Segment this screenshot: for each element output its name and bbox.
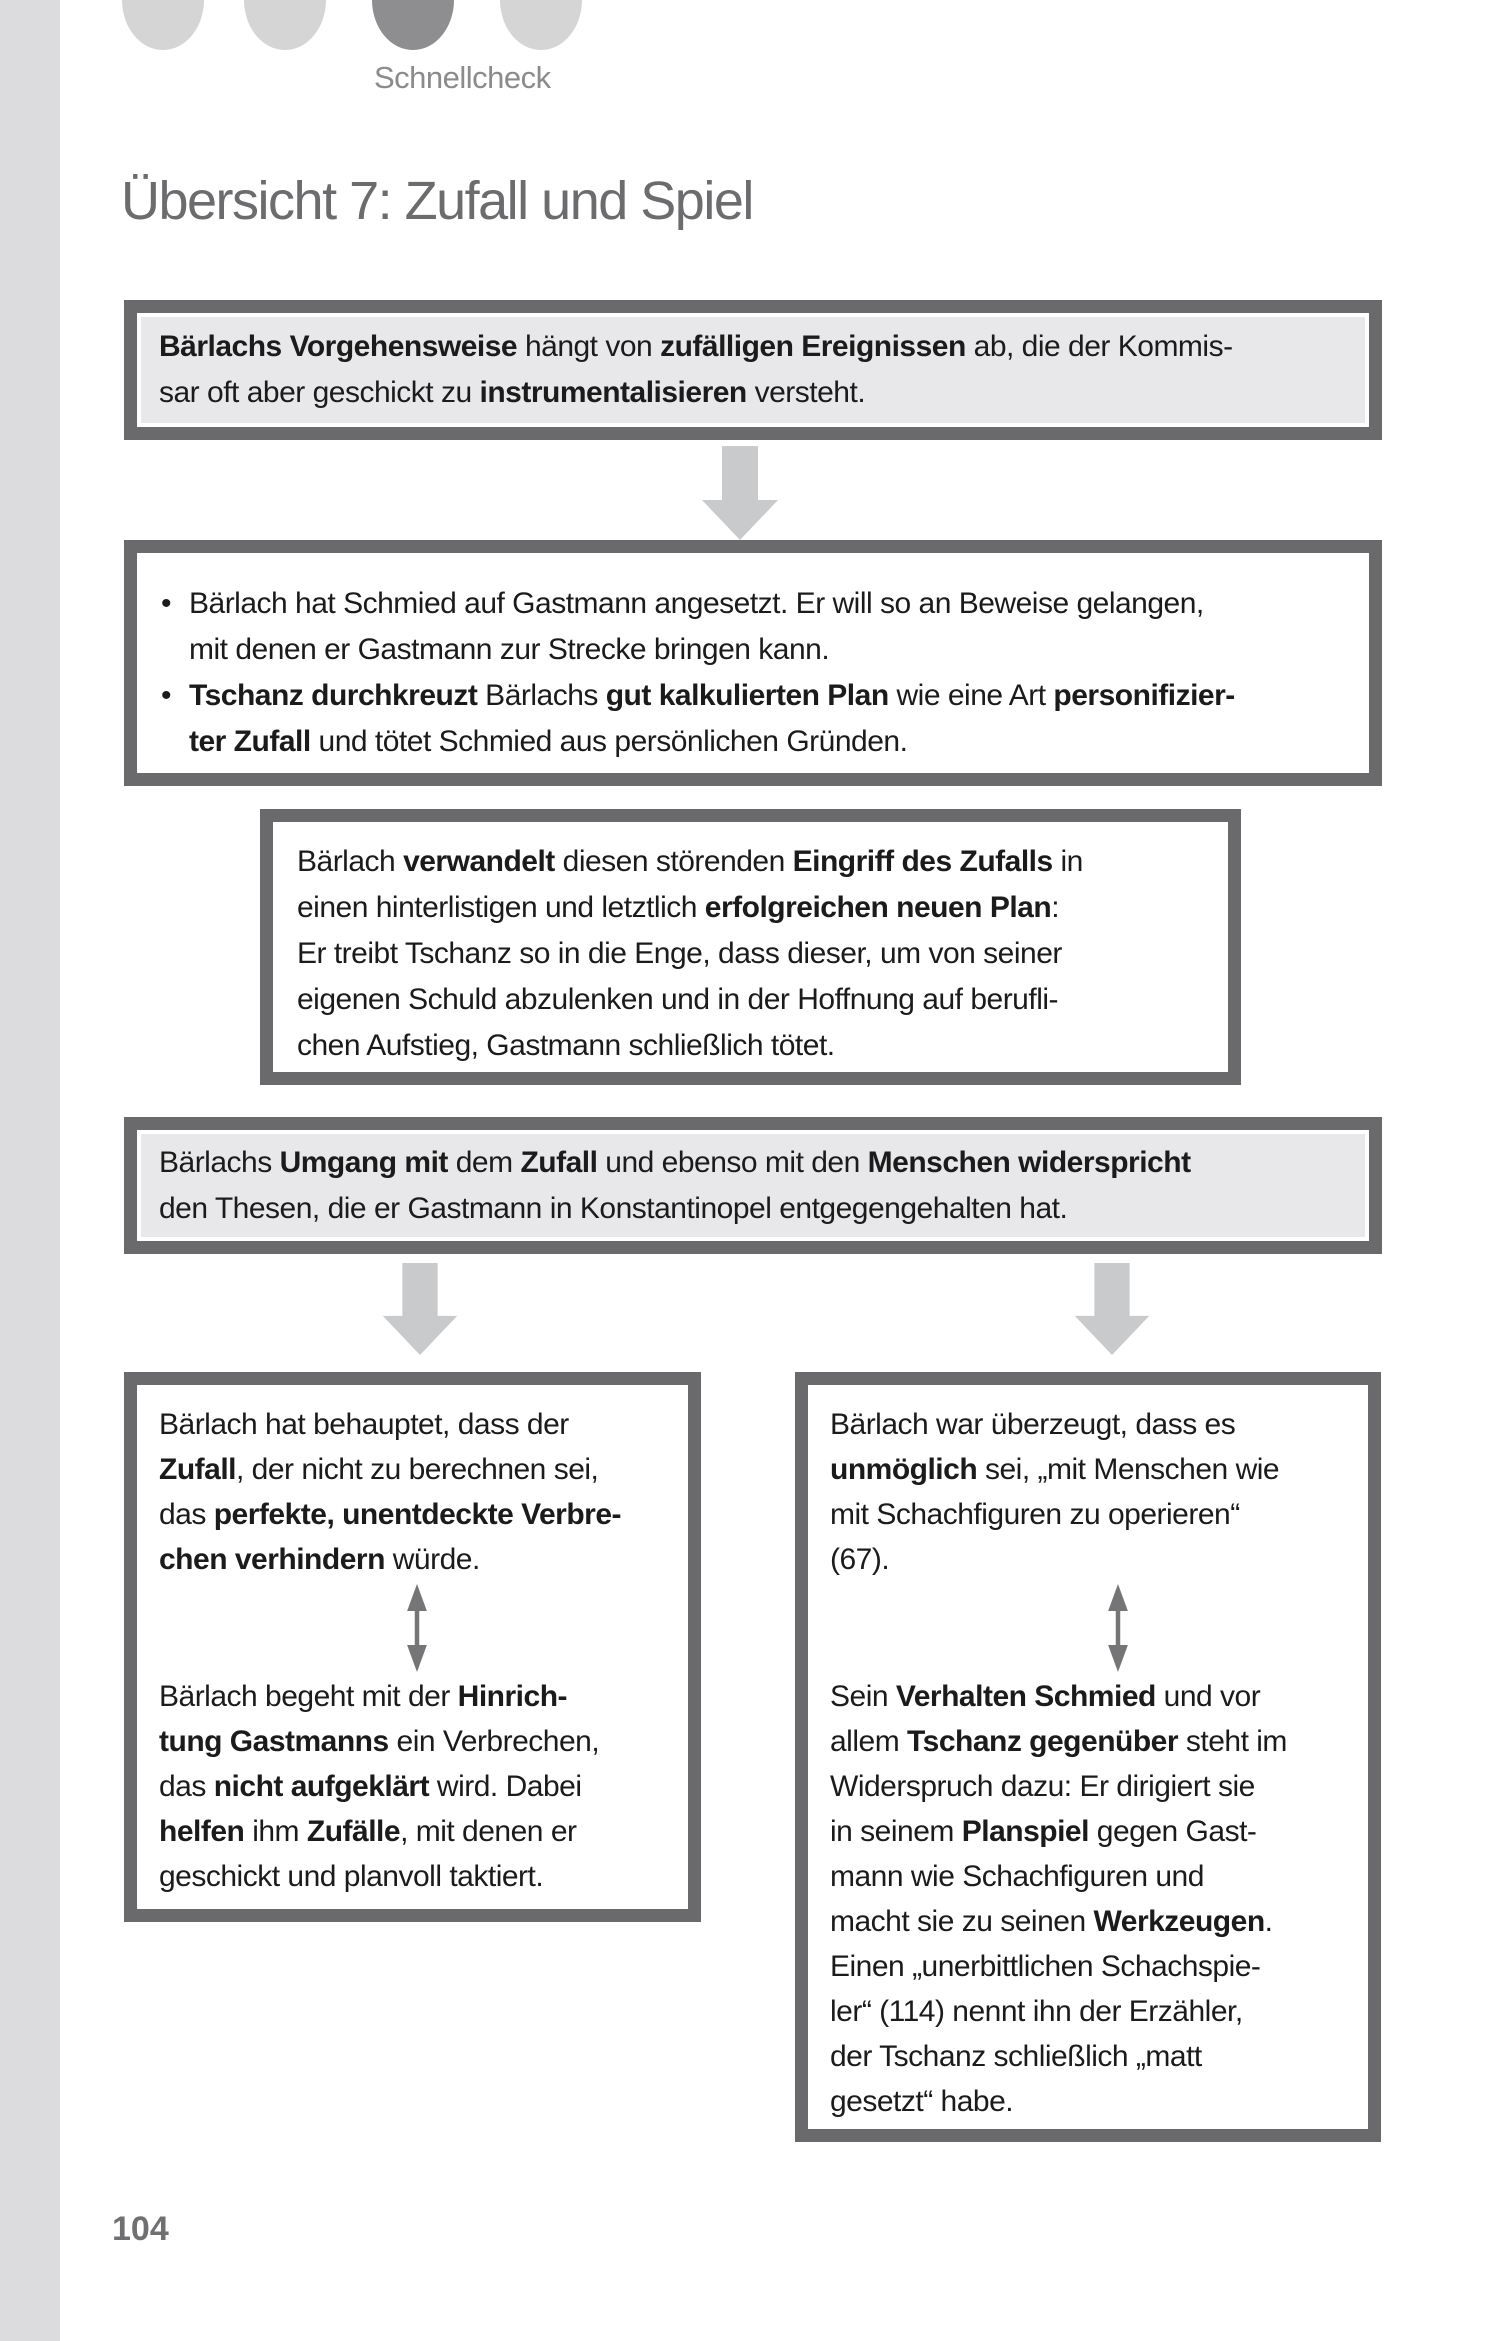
- progress-dot: [244, 0, 326, 50]
- contradiction-box: [124, 1117, 1382, 1254]
- list-item: [151, 673, 1359, 765]
- contradiction-text: Bärlachs Umgang mit dem Zufall und ebenso mit den Menschen widerspricht den Thesen, die er Gastmann in Konstantinopel entgegengehalten hat.: [159, 1145, 1191, 1225]
- page-number: 104: [112, 2210, 169, 2248]
- progress-dots: [0, 0, 1501, 60]
- chance-claim-text: Bärlach hat behauptet, dass der Zufall, der nicht zu berechnen sei, das perfekte, unentdeckte Verbre- chen verhindern würde.: [159, 1408, 622, 1576]
- section-label: Schnellcheck: [374, 60, 551, 95]
- chess-column-box: [795, 1372, 1381, 2142]
- contradiction-box-fill: [137, 1130, 1369, 1241]
- plan-box: [260, 809, 1241, 1085]
- thesis-box: [124, 300, 1382, 440]
- up-down-arrow-icon: [405, 1584, 429, 1672]
- chance-column-box: [124, 1372, 701, 1922]
- up-down-arrow-icon: [1106, 1584, 1130, 1672]
- progress-dot-active: [372, 0, 454, 50]
- bullet-icon: •: [161, 679, 172, 712]
- bullet-icon: •: [161, 587, 172, 620]
- progress-dot: [500, 0, 582, 50]
- list-item: [151, 581, 1359, 673]
- contrast-arrow-wrap: [830, 1582, 1354, 1674]
- chance-column-content: [137, 1385, 688, 1899]
- bullet-text: Tschanz durchkreuzt Bärlachs gut kalkulierten Plan wie eine Art personifizier- ter Zufall und tötet Schmied aus persönlichen Gründen.: [189, 679, 1235, 758]
- down-arrow-icon: [702, 446, 778, 540]
- thesis-box-fill: [137, 313, 1369, 427]
- thesis-text: Bärlachs Vorgehensweise hängt von zufälligen Ereignissen ab, die der Kommis- sar oft aber geschickt zu instrumentalisieren versteht.: [159, 330, 1233, 409]
- down-arrow-icon: [382, 1263, 458, 1355]
- chess-claim-text: Bärlach war überzeugt, dass es unmöglich sei, „mit Menschen wie mit Schachfiguren zu operieren“ (67).: [830, 1408, 1280, 1576]
- plan-text: Bärlach verwandelt diesen störenden Eingriff des Zufalls in einen hinterlistigen und letztlich erfolgreichen neuen Plan: Er treibt Tschanz so in die Enge, dass dieser, um von seiner eigenen Schuld abzulenken und in der Hoffnung auf berufli- chen Aufstieg, Gastmann schließlich tötet.: [297, 845, 1083, 1062]
- contrast-arrow-wrap: [159, 1582, 674, 1674]
- chess-column-content: [808, 1385, 1368, 2124]
- page-title: Übersicht 7: Zufall und Spiel: [121, 171, 753, 231]
- page-edge-strip: [0, 0, 60, 2341]
- down-arrow-icon: [1074, 1263, 1150, 1355]
- bullet-text: Bärlach hat Schmied auf Gastmann angesetzt. Er will so an Beweise gelangen, mit denen er Gastmann zur Strecke bringen kann.: [189, 587, 1204, 666]
- chess-counter-text: Sein Verhalten Schmied und vor allem Tschanz gegenüber steht im Widerspruch dazu: Er dirigiert sie in seinem Planspiel gegen Gast- mann wie Schachfiguren und macht sie zu seinen Werkzeugen. Einen „unerbittlichen Schachspie- ler“ (114) nennt ihn der Erzähler, der Tschanz schließlich „matt gesetzt“ habe.: [830, 1680, 1287, 2118]
- plot-box: [124, 540, 1382, 786]
- plot-bullet-list: [137, 553, 1369, 765]
- chance-counter-text: Bärlach begeht mit der Hinrich- tung Gastmanns ein Verbrechen, das nicht aufgeklärt wird. Dabei helfen ihm Zufälle, mit denen er geschickt und planvoll taktiert.: [159, 1680, 600, 1893]
- progress-dot: [122, 0, 204, 50]
